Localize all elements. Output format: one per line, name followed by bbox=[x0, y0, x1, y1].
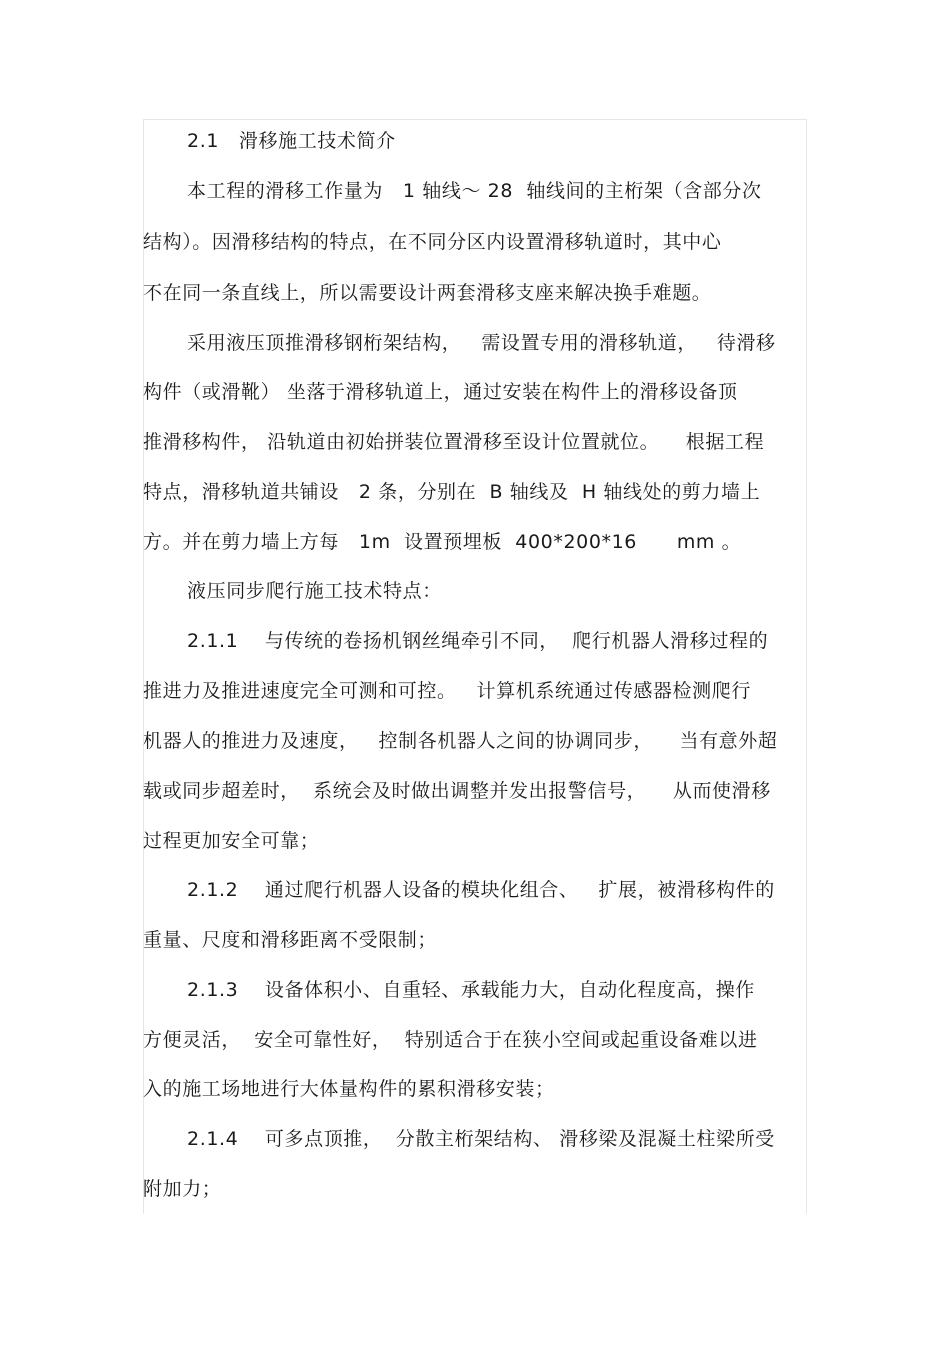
paragraph-line: 机器人的推进力及速度， 控制各机器人之间的协调同步， 当有意外超 bbox=[143, 730, 778, 752]
section-heading: 2.1 滑移施工技术简介 bbox=[187, 130, 396, 152]
list-item-2-1-4: 2.1.4 可多点顶推， 分散主桁架结构、 滑移梁及混凝土柱梁所受 bbox=[187, 1128, 775, 1150]
paragraph-line: 方。并在剪力墙上方每 1m 设置预埋板 400*200*16 mm 。 bbox=[143, 531, 742, 553]
paragraph-line: 结构）。因滑移结构的特点，在不同分区内设置滑移轨道时，其中心 bbox=[143, 231, 722, 253]
paragraph-line: 特点，滑移轨道共铺设 2 条，分别在 B 轴线及 H 轴线处的剪力墙上 bbox=[143, 481, 761, 503]
list-item-2-1-2: 2.1.2 通过爬行机器人设备的模块化组合、 扩展，被滑移构件的 bbox=[187, 879, 775, 901]
paragraph-line: 不在同一条直线上，所以需要设计两套滑移支座来解决换手难题。 bbox=[143, 282, 712, 304]
paragraph-line: 构件（或滑靴） 坐落于滑移轨道上，通过安装在构件上的滑移设备顶 bbox=[143, 381, 738, 403]
paragraph-line: 推滑移构件， 沿轨道由初始拼装位置滑移至设计位置就位。 根据工程 bbox=[143, 431, 765, 453]
paragraph-line: 液压同步爬行施工技术特点： bbox=[187, 580, 442, 602]
paragraph-line: 方便灵活， 安全可靠性好， 特别适合于在狭小空间或起重设备难以进 bbox=[143, 1029, 758, 1051]
paragraph-line: 采用液压顶推滑移钢桁架结构， 需设置专用的滑移轨道， 待滑移 bbox=[187, 332, 776, 354]
paragraph-line: 本工程的滑移工作量为 1 轴线～ 28 轴线间的主桁架（含部分次 bbox=[187, 180, 762, 202]
paragraph-line: 附加力； bbox=[143, 1178, 222, 1200]
list-item-2-1-3: 2.1.3 设备体积小、自重轻、承载能力大，自动化程度高，操作 bbox=[187, 979, 755, 1001]
paragraph-line: 入的施工场地进行大体量构件的累积滑移安装； bbox=[143, 1078, 555, 1100]
paragraph-line: 载或同步超差时， 系统会及时做出调整并发出报警信号， 从而使滑移 bbox=[143, 780, 771, 802]
paragraph-line: 过程更加安全可靠； bbox=[143, 830, 320, 852]
list-item-2-1-1: 2.1.1 与传统的卷扬机钢丝绳牵引不同， 爬行机器人滑移过程的 bbox=[187, 630, 769, 652]
paragraph-line: 推进力及推进速度完全可测和可控。 计算机系统通过传感器检测爬行 bbox=[143, 680, 751, 702]
paragraph-line: 重量、尺度和滑移距离不受限制； bbox=[143, 929, 438, 951]
